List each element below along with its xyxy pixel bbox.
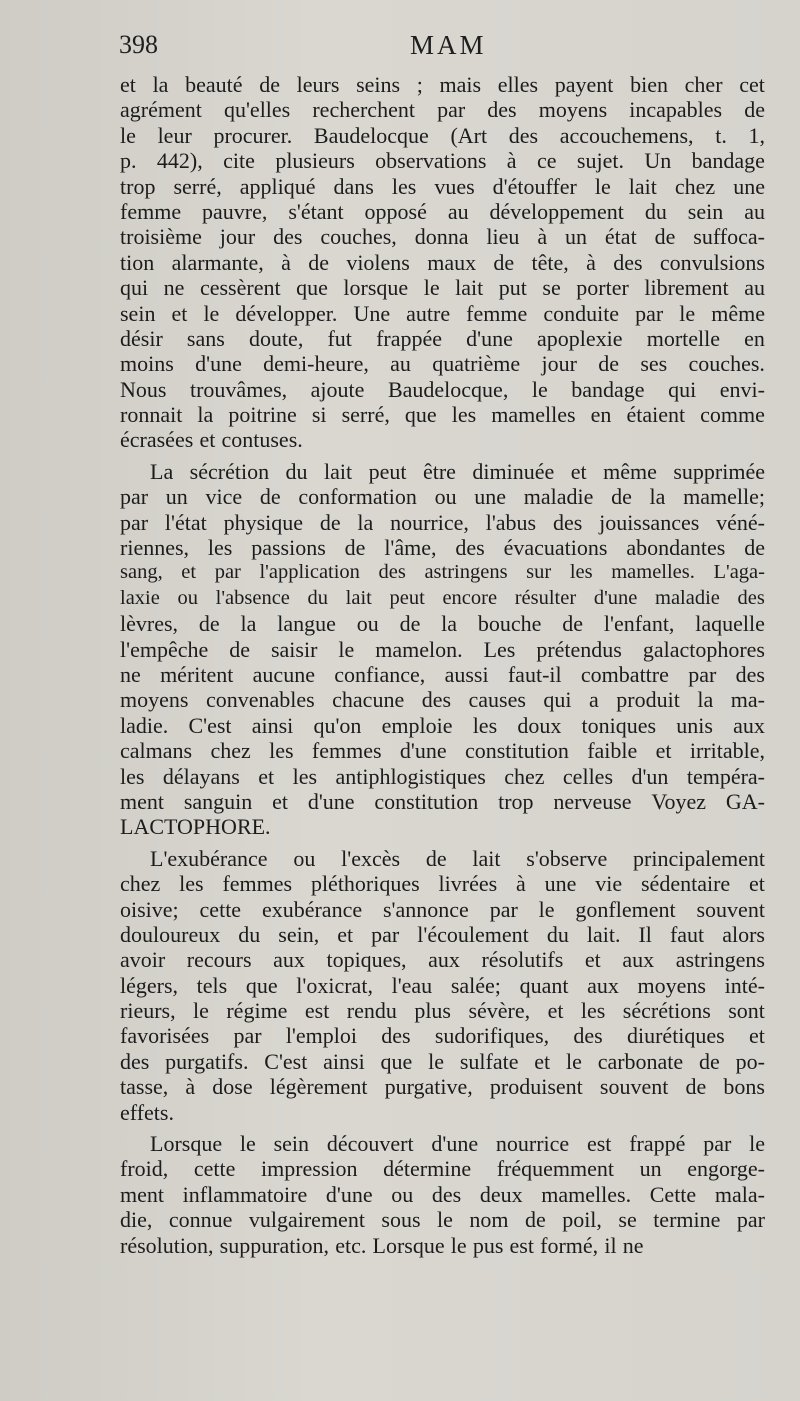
paragraph [120,459,765,840]
text-line: légers, tels que l'oxicrat, l'eau salée; quant aux moyens inté- [120,972,765,998]
text-line: écrasées et contuses. [120,427,303,453]
text-line: LACTOPHORE. [120,814,271,840]
text-line: agrément qu'elles recherchent par des moyens incapables de [120,97,765,123]
text-line: laxie ou l'absence du lait peut encore résulter d'une maladie des [120,586,765,609]
text-line: sang, et par l'application des astringens sur les mamelles. L'aga- [120,561,765,584]
text-line: l'empêche de saisir le mamelon. Les prétendus galactophores [120,636,765,662]
text-line: rieurs, le régime est rendu plus sévère, et les sécrétions sont [120,998,765,1024]
text-line: ladie. C'est ainsi qu'on emploie les doux toniques unis aux [120,712,765,738]
text-line: moyens convenables chacune des causes qui a produit la ma- [120,687,765,713]
text-line: ment inflammatoire d'une ou des deux mamelles. Cette mala- [120,1181,765,1207]
text-line: tasse, à dose légèrement purgative, produisent souvent de bons [120,1074,765,1100]
text-line: désir sans doute, fut frappée d'une apoplexie mortelle en [120,325,765,351]
text-line: ronnait la poitrine si serré, que les mamelles en étaient comme [120,402,765,428]
text-line: riennes, les passions de l'âme, des évacuations abondantes de [120,535,765,561]
text-line: moins d'une demi-heure, au quatrième jour de ses couches. [120,351,765,377]
text-line: douloureux du sein, et par l'écoulement du lait. Il faut alors [120,921,765,947]
text-line: lèvres, de la langue ou de la bouche de l'enfant, laquelle [120,611,765,637]
text-line: le leur procurer. Baudelocque (Art des accouchemens, t. 1, [120,122,765,148]
text-line: par l'état physique de la nourrice, l'abus des jouissances véné- [120,509,765,535]
text-line: die, connue vulgairement sous le nom de poil, se termine par [120,1207,765,1233]
body-text [120,72,765,1258]
text-line: sein et le développer. Une autre femme conduite par le même [120,300,765,326]
text-line: ment sanguin et d'une constitution trop nerveuse Voyez GA- [120,788,765,814]
text-line: et la beauté de leurs seins ; mais elles payent bien cher cet [120,72,765,97]
text-line: oisive; cette exubérance s'annonce par le gonflement souvent [120,896,765,922]
text-line: femme pauvre, s'étant opposé au développement du sein au [120,198,765,224]
text-line: les délayans et les antiphlogistiques chez celles d'un tempéra- [120,763,765,789]
paragraph [120,1131,765,1258]
text-line: avoir recours aux topiques, aux résolutifs et aux astringens [120,947,765,973]
text-line: troisième jour des couches, donna lieu à un état de suffoca- [120,224,765,250]
text-line: trop serré, appliqué dans les vues d'étouffer le lait chez une [120,173,765,199]
text-line: des purgatifs. C'est ainsi que le sulfate et le carbonate de po- [120,1048,765,1074]
page-number: 398 [119,30,158,59]
running-head: MAM [410,30,487,60]
text-line: Lorsque le sein découvert d'une nourrice est frappé par le [150,1131,765,1157]
text-line: La sécrétion du lait peut être diminuée et même supprimée [150,458,765,484]
text-line: p. 442), cite plusieurs observations à ce sujet. Un bandage [120,148,765,174]
text-line: par un vice de conformation ou une maladie de la mamelle; [120,484,765,510]
text-line: effets. [120,1099,174,1125]
text-line: ne méritent aucune confiance, aussi faut-il combattre par des [120,661,765,687]
text-line: calmans chez les femmes d'une constitution faible et irritable, [120,738,765,764]
text-line: tion alarmante, à de violens maux de tête, à des convulsions [120,249,765,275]
paragraph [120,846,765,1125]
paragraph [120,72,765,453]
text-line: qui ne cessèrent que lorsque le lait put se porter librement au [120,275,765,301]
text-line: résolution, suppuration, etc. Lorsque le pus est formé, il ne [120,1232,644,1258]
text-line: froid, cette impression détermine fréquemment un engorge- [120,1156,765,1182]
text-line: chez les femmes pléthoriques livrées à une vie sédentaire et [120,871,765,897]
text-line: favorisées par l'emploi des sudorifiques, des diurétiques et [120,1023,765,1049]
text-line: Nous trouvâmes, ajoute Baudelocque, le bandage qui envi- [120,376,765,402]
text-line: L'exubérance ou l'excès de lait s'observe principalement [150,845,765,871]
